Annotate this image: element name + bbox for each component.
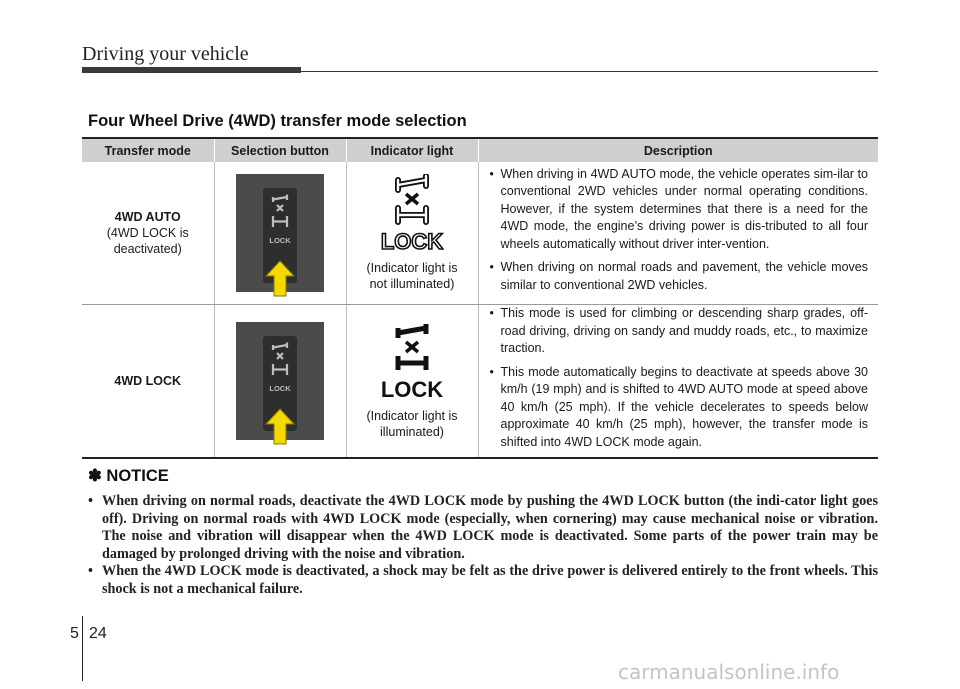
- header-rule: [301, 71, 878, 72]
- page-number-divider: [82, 616, 83, 681]
- indicator-caption: (Indicator light is illuminated): [366, 409, 458, 439]
- lock-indicator-outline-icon: [380, 174, 444, 254]
- button-lock-label: LOCK: [269, 236, 291, 245]
- table-row: [82, 305, 878, 459]
- push-arrow-icon: [265, 408, 295, 446]
- description-item: • This mode automatically begins to deactivate at speeds above 30 km/h (19 mph) and is shifted to 4WD AUTO mode at speed above 40 km/h (25 mph). If the vehicle decelerates to speeds below approximate 40 km/h (25 mph), however, the transfer mode is shifted into 4WD LOCK mode again.: [501, 364, 869, 452]
- indicator-cell: [346, 305, 478, 459]
- indicator-lock-word: LOCK: [380, 229, 444, 254]
- page-number: 24: [89, 625, 107, 642]
- 4wd-axle-icon: [270, 194, 290, 234]
- col-header-indicator-light: Indicator light: [346, 138, 478, 162]
- lock-button-image: [236, 174, 324, 292]
- page-header-title: Driving your vehicle: [82, 43, 249, 65]
- notice-item: • When driving on normal roads, deactivate the 4WD LOCK mode by pushing the 4WD LOCK button (the indi-cator light goes off). Driving on normal roads with 4WD LOCK mode (especially, when cornering) may cause mechanical noise or vibration. The noise and vibration will disappear when the 4WD LOCK mode is deactivated. Some parts of the power train may be damaged by prolonged driving with the noise and vibration.: [88, 493, 878, 563]
- description-cell: [478, 162, 878, 305]
- col-header-description: Description: [478, 138, 878, 162]
- lock-button-key: [263, 336, 297, 431]
- indicator-caption: (Indicator light is not illuminated): [366, 261, 458, 291]
- notice-item: • When the 4WD LOCK mode is deactivated, a shock may be felt as the drive power is delivered entirely to the front wheels. This shock is not a mechanical failure.: [88, 563, 878, 598]
- description-item: • When driving in 4WD AUTO mode, the vehicle operates sim-ilar to conventional 2WD vehicles under normal operating conditions. However, if the system determines that there is a need for the 4WD mode, the engine’s driving power is dis-tributed to all four wheels automatically without driver inter-vention.: [501, 166, 869, 254]
- button-cell: [214, 162, 346, 305]
- section-title: Four Wheel Drive (4WD) transfer mode selection: [88, 112, 467, 130]
- lock-indicator-solid-icon: [380, 322, 444, 402]
- watermark: carmanualsonline.info: [618, 660, 840, 684]
- description-item: • This mode is used for climbing or descending sharp grades, off-road driving, driving on sandy and muddy roads, etc., to maximize traction.: [501, 305, 869, 358]
- col-header-transfer-mode: Transfer mode: [82, 138, 214, 162]
- indicator-cell: [346, 162, 478, 305]
- push-arrow-icon: [265, 260, 295, 298]
- transfer-mode-table: [82, 137, 878, 459]
- mode-name: 4WD LOCK: [114, 374, 182, 388]
- table-header-row: [82, 138, 878, 162]
- mode-cell: [82, 162, 214, 305]
- lock-button-image: [236, 322, 324, 440]
- lock-button-key: [263, 188, 297, 283]
- button-lock-label: LOCK: [269, 384, 291, 393]
- mode-subtitle: (4WD LOCK is deactivated): [106, 226, 189, 256]
- indicator-lock-word: LOCK: [380, 377, 444, 402]
- mode-name: 4WD AUTO: [114, 210, 181, 224]
- notice-list: [88, 493, 878, 598]
- 4wd-axle-icon: [270, 342, 290, 382]
- table-row: [82, 162, 878, 305]
- button-cell: [214, 305, 346, 459]
- notice-title: ✽ NOTICE: [88, 467, 169, 485]
- description-cell: [478, 305, 878, 459]
- mode-cell: [82, 305, 214, 459]
- header-bar: [82, 67, 301, 73]
- chapter-number: 5: [70, 625, 79, 642]
- description-item: • When driving on normal roads and pavement, the vehicle moves similar to conventional 2WD vehicles.: [501, 259, 869, 294]
- col-header-selection-button: Selection button: [214, 138, 346, 162]
